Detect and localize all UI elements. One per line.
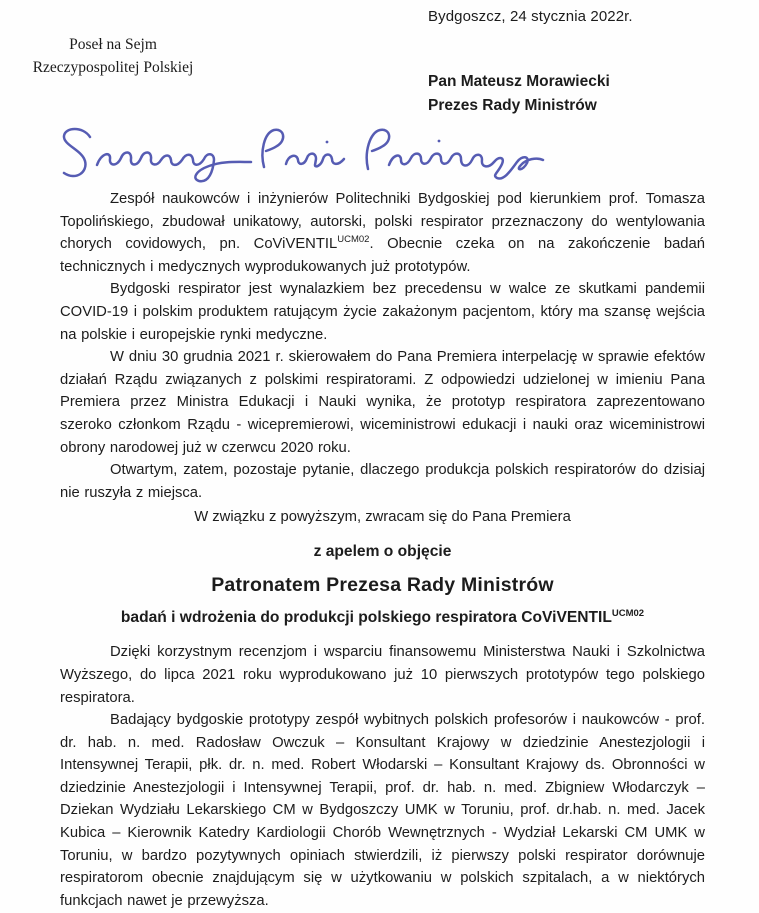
handwriting-word-panie [262,130,344,167]
sender-line-1: Poseł na Sejm [69,36,157,53]
sender-block [14,33,212,79]
recipient-title: Prezes Rady Ministrów [428,96,597,114]
recipient-block [428,70,610,117]
handwriting-i-dot-1 [326,141,329,144]
paragraph-interpelacja: W dniu 30 grudnia 2021 r. skierowałem do Pana Premiera interpelację w sprawie efektów działań Rządu związanych z polskimi respiratorami. Z odpowiedzi udzielonej w imieniu Pana Premiera przez Ministra Edukacji i Nauki wynika, że prototyp respiratora zaprezentowano szeroko członkom Rządu - wicepremierowi, wiceministrowi edukacji i nauki oraz wiceministrowi obrony narodowej już w czerwcu 2020 roku. [60,349,705,456]
handwriting-ink [48,124,553,186]
handwriting-word-szanowny [64,129,251,181]
superscript-model-code: UCM02 [337,234,370,246]
centered-appeal-line: z apelem o objęcie [313,543,452,561]
handwriting-i-dot-2 [438,140,441,143]
handwritten-salutation [48,124,759,186]
letter-header [0,0,759,122]
paragraph-invention-value: Bydgoski respirator jest wynalazkiem bez precedensu w walce ze skutkami pandemii COVID-19 i polskim produktem ratującym życie zakażonym pacjentom, który ma szansę wejścia na polskie i europejskie rynki medyczne. [60,281,705,343]
centered-appeal-intro: W związku z powyższym, zwracam się do Pana Premiera [194,509,571,526]
centered-patronat-title: Patronatem Prezesa Rady Ministrów [211,574,554,597]
paragraph-expert-opinions: Badający bydgoskie prototypy zespół wybitnych polskich profesorów i naukowców - prof. dr. hab. n. med. Radosław Owczuk – Konsultant Krajowy w dziedzinie Anestezjologii i Intensywnej Terapii, płk. dr. n. med. Robert Włodarski – Konsultant Krajowy ds. Obronności w dziedzinie Anestezjologii i Intensywnej Terapii, prof. dr. hab. n. med. Zbigniew Włodarczyk – Dziekan Wydziału Lekarskiego CM w Bydgoszczy UMK w Toruniu, prof. dr.hab. n. med. Jacek Kubica – Kierownik Katedry Kardiologii Chorób Wewnętrznych - Wydział Lekarski CM UMK w Toruniu, w bardzo pozytywnych opiniach stwierdzili, iż pierwszy polski respirator dorównuje respiratorom obecnie znajdującym się w użytkowaniu w polskich szpitalach, a w niektórych funkcjach nawet je przewyższa. [60,712,705,909]
letter-body [0,186,759,912]
superscript-model-code: UCM02 [611,608,645,620]
paragraph-funding-prototypes: Dzięki korzystnym recenzjom i wsparciu finansowemu Ministerstwa Nauki i Szkolnictwa Wyższego, do lipca 2021 roku wyprodukowano już 10 pierwszych prototypów tego polskiego respiratora. [60,644,705,706]
paragraph-respirator-intro: Zespół naukowców i inżynierów Politechniki Bydgoskiej pod kierunkiem prof. Tomasza Topolińskiego, zbudował unikatowy, autorski, polski respirator przeznaczony do wentylowania chorych covidowych, pn. CoViVENTIL$^{UCM02}$. Obecnie czeka on na zakończenie badań technicznych i medycznych wyprodukowanych już prototypów. [60,191,706,275]
centered-patronat-subject: badań i wdrożenia do produkcji polskiego respiratora CoViVENTIL$^{UCM02}$ [120,608,645,627]
recipient-name: Pan Mateusz Morawiecki [428,73,610,90]
date-line: Bydgoszcz, 24 stycznia 2022r. [428,8,633,25]
sender-line-2: Rzeczypospolitej Polskiej [32,59,194,76]
handwriting-word-premierze [367,130,543,179]
paragraph-open-question: Otwartym, zatem, pozostaje pytanie, dlaczego produkcja polskich respiratorów do dzisiaj nie ruszyła z miejsca. [60,462,705,501]
